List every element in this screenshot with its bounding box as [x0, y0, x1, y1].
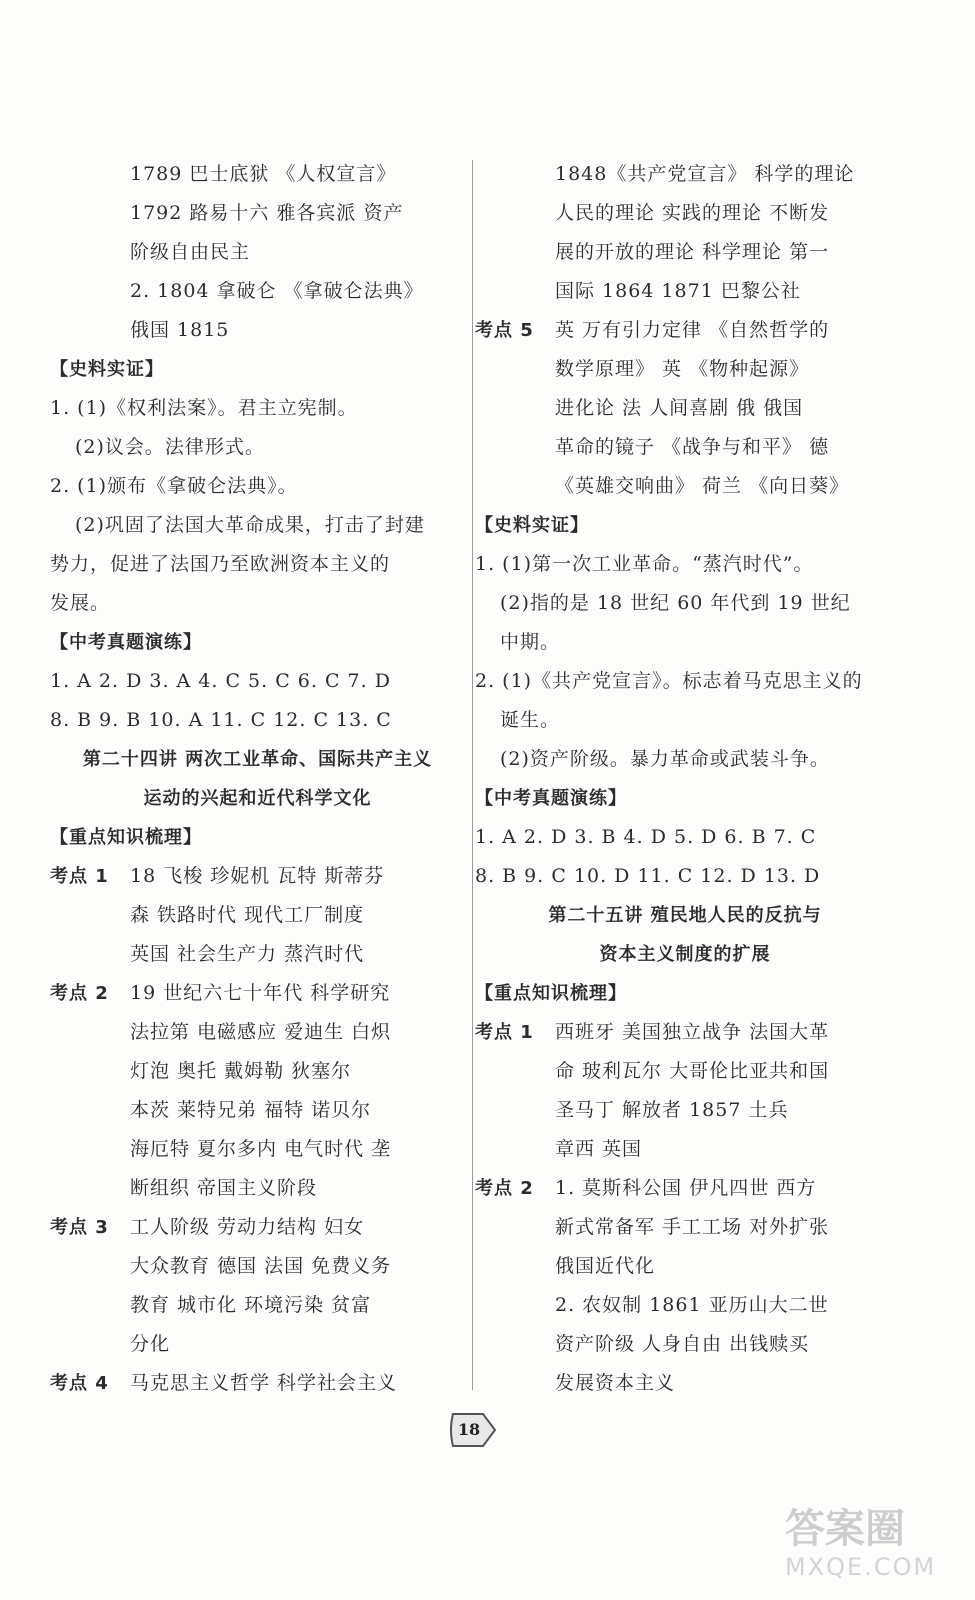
answer-line: 森 铁路时代 现代工厂制度 [130, 904, 365, 926]
answer-line: 英国 社会生产力 蒸汽时代 [130, 943, 365, 965]
kaodian-line [50, 974, 465, 1013]
answer-line: 2. 1804 拿破仑 《拿破仑法典》 [130, 280, 424, 302]
answer-line: 中期。 [500, 631, 561, 653]
watermark-logo [785, 1505, 965, 1595]
kaodian-label: 考点 1 [475, 1022, 534, 1043]
page-number: 18 [457, 1420, 481, 1439]
answer-line: 教育 城市化 环境污染 贫富 [130, 1294, 372, 1316]
answer-line: 势力，促进了法国乃至欧洲资本主义的 [50, 553, 391, 575]
answer-line: 灯泡 奥托 戴姆勒 狄塞尔 [130, 1060, 352, 1082]
kaodian-label: 考点 1 [50, 866, 109, 887]
answer-line: 诞生。 [500, 709, 561, 731]
answer-line: (2)巩固了法国大革命成果，打击了封建 [75, 514, 425, 536]
kaodian-line [50, 1208, 465, 1247]
lecture-title: 第二十五讲 殖民地人民的反抗与 [548, 905, 822, 926]
lecture-title: 资本主义制度的扩展 [599, 944, 771, 965]
answer-line: (2)指的是 18 世纪 60 年代到 19 世纪 [500, 592, 851, 614]
answer-line: 1789 巴士底狱 《人权宣言》 [130, 163, 397, 185]
answer-line: 圣马丁 解放者 1857 土兵 [555, 1099, 789, 1121]
answer-line: 1. A 2. D 3. B 4. D 5. D 6. B 7. C [475, 826, 817, 848]
answer-line: 人民的理论 实践的理论 不断发 [555, 202, 830, 224]
section-heading: 【中考真题演练】 [475, 788, 627, 809]
answer-line: 2. 农奴制 1861 亚历山大二世 [555, 1294, 829, 1316]
kaodian-line [50, 857, 465, 896]
answer-line: 2. (1)颁布《拿破仑法典》。 [50, 475, 298, 497]
kaodian-line [475, 311, 895, 350]
answer-line: 断组织 帝国主义阶段 [130, 1177, 318, 1199]
answer-line: 数学原理》 英 《物种起源》 [555, 358, 810, 380]
answer-line: (2)议会。法律形式。 [75, 436, 265, 458]
answer-line: 国际 1864 1871 巴黎公社 [555, 280, 801, 302]
kaodian-label: 考点 5 [475, 320, 534, 341]
answer-text: 1. 莫斯科公国 伊凡四世 西方 [555, 1177, 817, 1199]
answer-line: 分化 [130, 1333, 171, 1355]
left-column [50, 155, 465, 1403]
answer-line: 1792 路易十六 雅各宾派 资产 [130, 202, 404, 224]
answer-line: 命 玻利瓦尔 大哥伦比亚共和国 [555, 1060, 830, 1082]
kaodian-line [475, 1169, 895, 1208]
answer-line: 阶级自由民主 [130, 241, 251, 263]
page-number-badge [449, 1410, 499, 1450]
answer-line: 发展资本主义 [555, 1372, 676, 1394]
answer-line: 1. (1)《权利法案》。君主立宪制。 [50, 397, 358, 419]
answer-line: 展的开放的理论 科学理论 第一 [555, 241, 830, 263]
answer-line: 俄国 1815 [130, 319, 230, 341]
answer-line: 海厄特 夏尔多内 电气时代 垄 [130, 1138, 392, 1160]
answer-line: 资产阶级 人身自由 出钱赎买 [555, 1333, 810, 1355]
answer-line: 法拉第 电磁感应 爱迪生 白炽 [130, 1021, 392, 1043]
answer-line: 1848《共产党宣言》 科学的理论 [555, 163, 855, 185]
section-heading: 【重点知识梳理】 [475, 983, 627, 1004]
answer-line: 8. B 9. C 10. D 11. C 12. D 13. D [475, 865, 821, 887]
answer-line: 1. (1)第一次工业革命。“蒸汽时代”。 [475, 553, 814, 575]
answer-line: 2. (1)《共产党宣言》。标志着马克思主义的 [475, 670, 863, 692]
watermark-url: MXQE.COM [785, 1553, 937, 1581]
kaodian-line [50, 1364, 465, 1403]
answer-text: 工人阶级 劳动力结构 妇女 [130, 1216, 365, 1238]
answer-line: 章西 英国 [555, 1138, 643, 1160]
answer-line: 发展。 [50, 592, 111, 614]
section-heading: 【史料实证】 [50, 359, 164, 380]
lecture-title: 第二十四讲 两次工业革命、国际共产主义 [82, 749, 433, 770]
right-column [475, 155, 895, 1403]
answer-line: 大众教育 德国 法国 免费义务 [130, 1255, 392, 1277]
answer-line: 本茨 莱特兄弟 福特 诺贝尔 [130, 1099, 372, 1121]
answer-line: 1. A 2. D 3. A 4. C 5. C 6. C 7. D [50, 670, 391, 692]
kaodian-line [475, 1013, 895, 1052]
answer-line: 新式常备军 手工工场 对外扩张 [555, 1216, 830, 1238]
kaodian-label: 考点 4 [50, 1373, 109, 1394]
section-heading: 【重点知识梳理】 [50, 827, 202, 848]
answer-text: 马克思主义哲学 科学社会主义 [130, 1372, 398, 1394]
answer-text: 18 飞梭 珍妮机 瓦特 斯蒂芬 [130, 865, 385, 887]
column-divider [472, 160, 473, 1390]
section-heading: 【史料实证】 [475, 515, 589, 536]
answer-line: (2)资产阶级。暴力革命或武装斗争。 [500, 748, 830, 770]
lecture-title: 运动的兴起和近代科学文化 [143, 788, 372, 809]
kaodian-label: 考点 2 [50, 983, 109, 1004]
answer-line: 进化论 法 人间喜剧 俄 俄国 [555, 397, 804, 419]
answer-text: 西班牙 美国独立战争 法国大革 [555, 1021, 830, 1043]
answer-line: 俄国近代化 [555, 1255, 656, 1277]
answer-text: 19 世纪六七十年代 科学研究 [130, 982, 391, 1004]
kaodian-label: 考点 2 [475, 1178, 534, 1199]
answer-text: 英 万有引力定律 《自然哲学的 [555, 319, 830, 341]
answer-line: 革命的镜子 《战争与和平》 德 [555, 436, 830, 458]
kaodian-label: 考点 3 [50, 1217, 109, 1238]
answer-line: 8. B 9. B 10. A 11. C 12. C 13. C [50, 709, 392, 731]
answer-line: 《英雄交响曲》 荷兰 《向日葵》 [555, 475, 850, 497]
section-heading: 【中考真题演练】 [50, 632, 202, 653]
watermark-text: 答案圈 [785, 1506, 905, 1552]
